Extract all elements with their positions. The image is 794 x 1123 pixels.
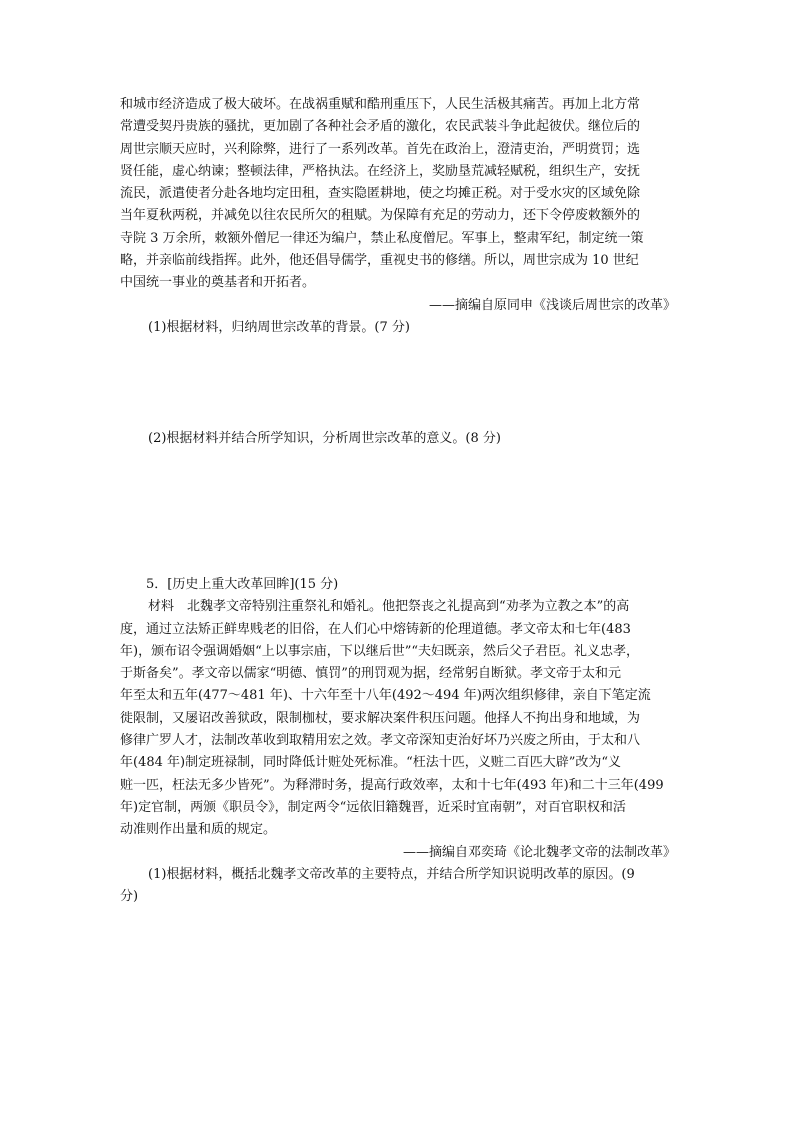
material-line: 年至太和五年(477～481 年)、十六年至十八年(492～494 年)两次组织修律，亲自下笔定流	[120, 688, 651, 704]
question-5-block	[120, 574, 676, 908]
source-citation: ——摘编自邓奕琦《论北魏孝文帝的法制改革》	[402, 844, 676, 860]
passage-line: 常遭受契丹贵族的骚扰，更加剧了各种社会矛盾的激化，农民武装斗争此起彼伏。继位后的	[120, 119, 641, 135]
passage-line: 周世宗顺天应时，兴利除弊，进行了一系列改革。首先在政治上，澄清吏治，严明赏罚；选	[120, 141, 641, 157]
question-4-1: (1)根据材料，归纳周世宗改革的背景。(7 分)	[148, 319, 410, 335]
question-5-heading: 5．[历史上重大改革回眸](15 分)	[146, 577, 339, 592]
passage-line: 中国统一事业的奠基者和开拓者。	[120, 275, 316, 291]
material-line: 徙限制，又屡诏改善狱政，限制枷杖，要求解决案件积压问题。他择人不拘出身和地域，为	[120, 710, 641, 726]
question-4-2-block	[120, 428, 676, 450]
question-4-2: (2)根据材料并结合所学知识，分析周世宗改革的意义。(8 分)	[148, 431, 501, 446]
passage-line: 当年夏秋两税，并减免以往农民所欠的租赋。为保障有充足的劳动力，还下令停废敕额外的	[120, 208, 641, 224]
passage-4-text	[120, 94, 676, 339]
passage-line: 和城市经济造成了极大破坏。在战祸重赋和酷刑重压下，人民生活极其痛苦。再加上北方常	[120, 97, 641, 112]
material-line: 度，通过立法矫正鲜卑贱老的旧俗，在人们心中熔铸新的伦理道德。孝文帝太和七年(483	[120, 621, 631, 637]
question-5-1: (1)根据材料，概括北魏孝文帝改革的主要特点，并结合所学知识说明改革的原因。(9	[148, 866, 635, 882]
material-line: 年(484 年)制定班禄制，同时降低计赃处死标准。“枉法十匹，义赃二百匹大辟”改为“义	[120, 755, 622, 771]
material-line: 于斯备矣”。孝文帝以儒家“明德、慎罚”的刑罚观为据，经常躬自断狱。孝文帝于太和元	[120, 666, 621, 682]
material-line: 赃一匹，枉法无多少皆死”。为释滞时务，提高行政效率，太和十七年(493 年)和二十三年(499	[120, 777, 664, 793]
source-citation: ——摘编自原同申《浅谈后周世宗的改革》	[428, 297, 676, 313]
material-line: 修律广罗人才，法制改革收到取精用宏之效。孝文帝深知吏治好坏乃兴废之所由，于太和八	[120, 733, 641, 749]
passage-line: 略，并亲临前线指挥。此外，他还倡导儒学，重视史书的修缮。所以，周世宗成为 10 世纪	[120, 253, 639, 269]
material-line: 年)定官制，两颁《职员令》，制定两令“远依旧籍魏晋，近采时宜南朝”，对百官职权和活	[120, 799, 626, 815]
question-5-1-continuation: 分)	[120, 889, 139, 905]
passage-line: 流民，派遣使者分赴各地均定田租，查实隐匿耕地，使之均摊正税。对于受水灾的区域免除	[120, 186, 641, 202]
material-line: 年)，颁布诏令强调婚姻“上以事宗庙，下以继后世”“夫妇既亲，然后父子君臣。礼义忠孝，	[120, 643, 640, 659]
passage-line: 寺院 3 万余所，敕额外僧尼一律还为编户，禁止私度僧尼。军事上，整肃军纪，制定统一策	[120, 230, 644, 246]
material-line: 材料 北魏孝文帝特别注重祭礼和婚礼。他把祭丧之礼提高到“劝孝为立教之本”的高	[148, 599, 630, 615]
material-line: 动准则作出量和质的规定。	[120, 822, 277, 838]
passage-line: 贤任能，虚心纳谏；整顿法律，严格执法。在经济上，奖励垦荒减轻赋税，组织生产，安抚	[120, 163, 641, 179]
